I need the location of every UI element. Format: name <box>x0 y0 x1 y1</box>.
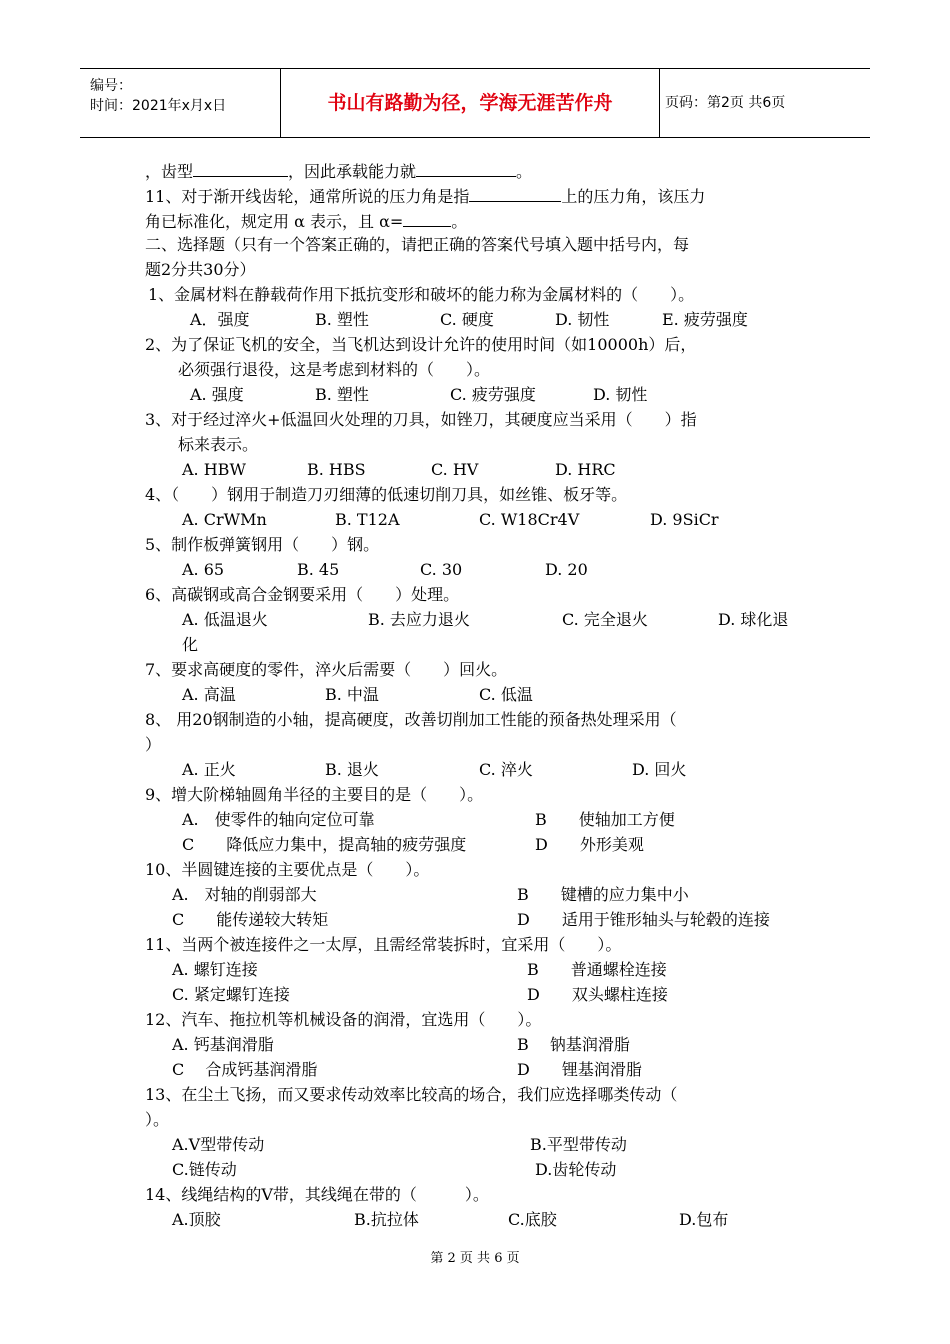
question-8-cont: ） <box>145 735 162 754</box>
question-6: 6、高碳钢或高合金钢要采用（ ）处理。 <box>145 585 460 604</box>
option: B. 塑性 <box>315 385 369 404</box>
header-page-label: 页码：第2页 共6页 <box>665 95 786 111</box>
option: A.V型带传动 <box>172 1135 265 1154</box>
section-heading: 二、选择题（只有一个答案正确的，请把正确的答案代号填入题中括号内，每 <box>145 235 690 254</box>
option: C. HV <box>431 460 479 479</box>
option: D.包布 <box>679 1210 729 1229</box>
question-9: 9、增大阶梯轴圆角半径的主要目的是（ ）。 <box>145 785 484 804</box>
page-header <box>80 68 870 138</box>
question-13: 13、在尘土飞扬，而又要求传动效率比较高的场合，我们应选择哪类传动（ <box>145 1085 678 1104</box>
option: D. 9SiCr <box>650 510 719 529</box>
question-7: 7、要求高硬度的零件，淬火后需要（ ）回火。 <box>145 660 508 679</box>
option: C. 硬度 <box>440 310 494 329</box>
option-cont: 化 <box>182 635 199 654</box>
option: C. 紧定螺钉连接 <box>172 985 290 1004</box>
option: B 钠基润滑脂 <box>517 1035 630 1054</box>
option: B. HBS <box>307 460 366 479</box>
option: B. 45 <box>297 560 340 579</box>
option: A. 正火 <box>182 760 236 779</box>
option: D 双头螺柱连接 <box>527 985 668 1004</box>
option: D. HRC <box>555 460 616 479</box>
option: C.链传动 <box>172 1160 237 1179</box>
question-3: 3、对于经过淬火+低温回火处理的刀具，如锉刀，其硬度应当采用（ ）指 <box>145 410 697 429</box>
option: A. HBW <box>182 460 246 479</box>
option: C 合成钙基润滑脂 <box>172 1060 318 1079</box>
option: A.顶胶 <box>172 1210 221 1229</box>
option: C.底胶 <box>508 1210 557 1229</box>
option: D. 球化退 <box>718 610 789 629</box>
question-10: 10、半圆键连接的主要优点是（ ）。 <box>145 860 430 879</box>
page-footer: 第 2 页 共 6 页 <box>430 1251 520 1266</box>
option: B 普通螺栓连接 <box>527 960 667 979</box>
option: D. 韧性 <box>593 385 648 404</box>
text-line: 11、对于渐开线齿轮，通常所说的压力角是指 上的压力角，该压力 <box>145 187 706 206</box>
header-motto: 书山有路勤为径，学海无涯苦作舟 <box>281 69 660 137</box>
question-3-cont: 标来表示。 <box>178 435 259 454</box>
option: C 降低应力集中，提高轴的疲劳强度 <box>182 835 467 854</box>
question-8: 8、 用20钢制造的小轴，提高硬度，改善切削加工性能的预备热处理采用（ <box>145 710 677 729</box>
question-1: 1、金属材料在静载荷作用下抵抗变形和破坏的能力称为金属材料的（ ）。 <box>148 285 695 304</box>
option: A. 高温 <box>182 685 236 704</box>
option: B 使轴加工方便 <box>535 810 675 829</box>
option: C. 淬火 <box>479 760 533 779</box>
option: D. 20 <box>545 560 588 579</box>
number-label: 编号： <box>90 78 132 94</box>
option: C. 30 <box>420 560 463 579</box>
option: B. 退火 <box>325 760 379 779</box>
option: B. 中温 <box>325 685 379 704</box>
option: B.抗拉体 <box>354 1210 419 1229</box>
question-14: 14、线绳结构的V带，其线绳在带的（ ）。 <box>145 1185 489 1204</box>
option: B. T12A <box>335 510 400 529</box>
option: B. 塑性 <box>315 310 369 329</box>
question-12: 12、汽车、拖拉机等机械设备的润滑，宜选用（ ）。 <box>145 1010 542 1029</box>
option: A．强度 <box>190 310 250 329</box>
question-11: 11、当两个被连接件之一太厚，且需经常装拆时，宜采用（ ）。 <box>145 935 622 954</box>
option: A. 螺钉连接 <box>172 960 258 979</box>
option: D. 回火 <box>632 760 687 779</box>
option: C. W18Cr4V <box>479 510 580 529</box>
option: A. 65 <box>182 560 225 579</box>
question-2-cont: 必须强行退役，这是考虑到材料的（ ）。 <box>178 360 491 379</box>
option: C 能传递较大转矩 <box>172 910 329 929</box>
question-13-cont: ）。 <box>145 1110 170 1129</box>
question-5: 5、制作板弹簧钢用（ ）钢。 <box>145 535 380 554</box>
option: A. 使零件的轴向定位可靠 <box>182 810 375 829</box>
text-line: 角已标准化，规定用 α 表示，且 α= 。 <box>145 212 468 231</box>
option: A. 低温退火 <box>182 610 268 629</box>
header-info-cell <box>80 69 281 137</box>
option: E. 疲劳强度 <box>662 310 748 329</box>
option: D. 韧性 <box>555 310 610 329</box>
option: A. CrWMn <box>182 510 267 529</box>
date-label: 时间：2021年x月x日 <box>90 98 227 114</box>
section-heading-cont: 题2分共30分） <box>145 260 256 279</box>
option: D 锂基润滑脂 <box>517 1060 642 1079</box>
option: C. 疲劳强度 <box>450 385 536 404</box>
option: A. 强度 <box>190 385 244 404</box>
option: D 外形美观 <box>535 835 644 854</box>
option: B.平型带传动 <box>530 1135 627 1154</box>
option: A. 钙基润滑脂 <box>172 1035 274 1054</box>
text-line: ，齿型 ，因此承载能力就 。 <box>145 162 533 181</box>
option: C. 完全退火 <box>562 610 648 629</box>
question-2: 2、为了保证飞机的安全，当飞机达到设计允许的使用时间（如10000h）后， <box>145 335 697 354</box>
option: B. 去应力退火 <box>368 610 470 629</box>
option: B 键槽的应力集中小 <box>517 885 689 904</box>
option: C. 低温 <box>479 685 533 704</box>
option: A. 对轴的削弱部大 <box>172 885 317 904</box>
option: D.齿轮传动 <box>535 1160 617 1179</box>
option: D 适用于锥形轴头与轮毂的连接 <box>517 910 770 929</box>
question-4: 4、（ ）钢用于制造刀刃细薄的低速切削刀具，如丝锥、板牙等。 <box>145 485 628 504</box>
